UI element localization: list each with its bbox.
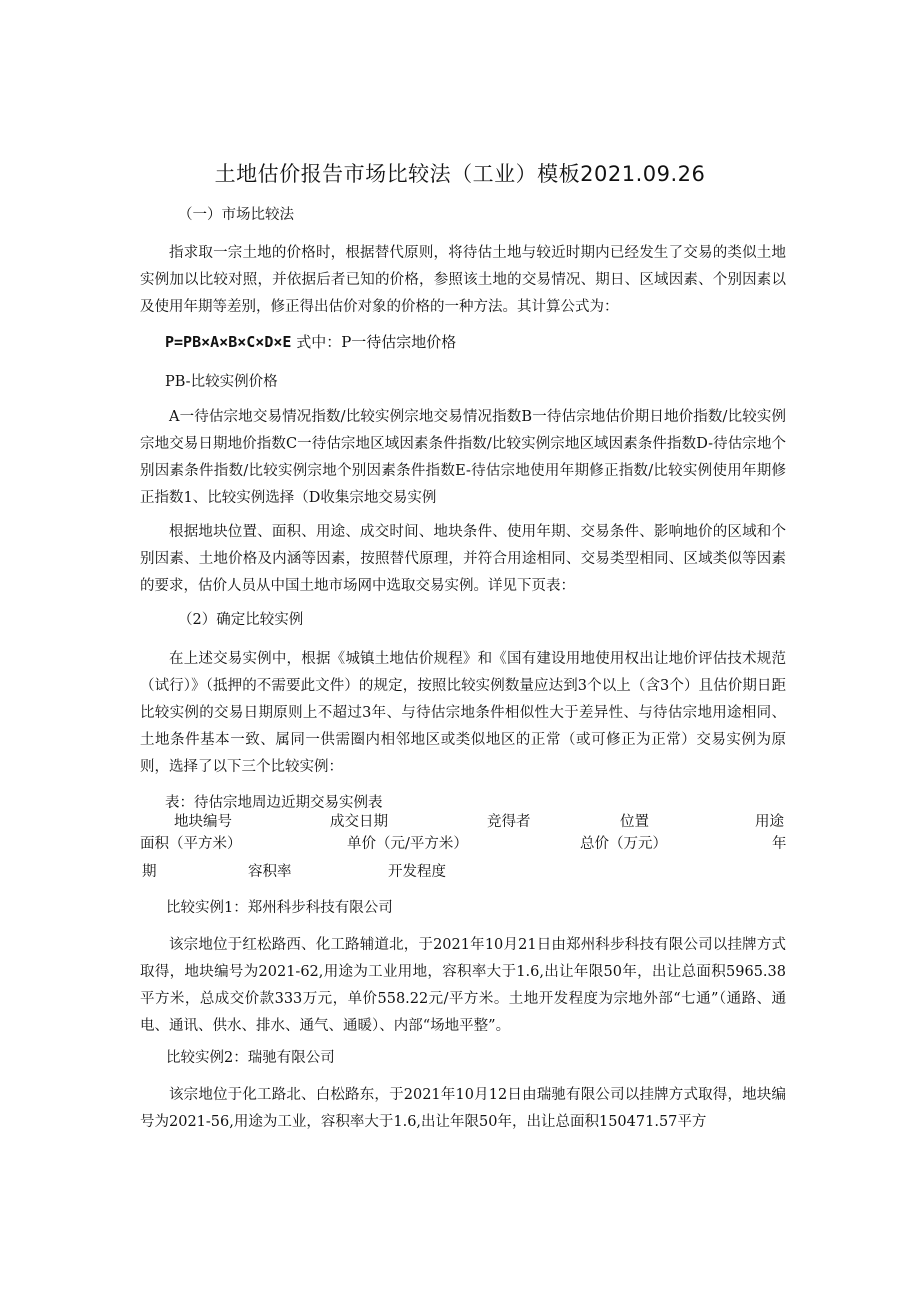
paragraph-definition: 指求取一宗土地的价格时，根据替代原则，将待估土地与较近时期内已经发生了交易的类似土地实例加以比较对照，并依据后者已知的价格，参照该土地的交易情况、期日、区域因素、个别因素以及使用年期等差别，修正得出估价对象的价格的一种方法。其计算公式为： — [140, 245, 786, 315]
pb-definition: PB-比较实例价格 — [165, 374, 278, 390]
table-header-cell: 面积（平方米） — [140, 836, 242, 852]
table-header-cell: 总价（万元） — [580, 836, 667, 852]
table-header-cell: 开发程度 — [388, 864, 446, 880]
paragraph-case2: 该宗地位于化工路北、白松路东，于2021年10月12日由瑞驰有限公司以挂牌方式取得，地块编号为2021-56,用途为工业，容积率大于1.6,出让年限50年，出让总面积150471.57平方 — [140, 1087, 786, 1130]
table-header-cell: 年 — [772, 836, 787, 852]
section-heading-market-comparison: （一）市场比较法 — [178, 207, 294, 223]
table-header-cell: 期 — [142, 864, 157, 880]
table-header-cell: 容积率 — [248, 864, 292, 880]
formula: P=PB×A×B×C×D×E — [165, 333, 292, 351]
table-header-cell: 竞得者 — [487, 814, 531, 830]
formula-note: 式中：P一待估宗地价格 — [291, 333, 457, 351]
paragraph-index-definitions: A一待估宗地交易情况指数/比较实例宗地交易情况指数B一待估宗地估价期日地价指数/比较实例宗地交易日期地价指数C一待估宗地区域因素条件指数/比较实例宗地区域因素条件指数D-待估宗地个别因素条件指数/比较实例宗地个别因素条件指数E-待估宗地使用年期修正指数/比较实例使用年期修正指数1、比较实例选择（D收集宗地交易实例 — [140, 409, 786, 506]
table-header-cell: 单价（元/平方米） — [347, 836, 468, 852]
section-heading-determine-cases: （2）确定比较实例 — [178, 612, 304, 628]
paragraph-case1: 该宗地位于红松路西、化工路辅道北，于2021年10月21日由郑州科步科技有限公司以挂牌方式取得，地块编号为2021-62,用途为工业用地，容积率大于1.6,出让年限50年，出让总面积5965.38平方米，总成交价款333万元，单价558.22元/平方米。土地开发程度为宗地外部“七通”（通路、通电、通讯、供水、排水、通气、通暖）、内部“场地平整”。 — [140, 937, 786, 1034]
case1-title: 比较实例1：郑州科步科技有限公司 — [166, 900, 393, 916]
paragraph-selection-criteria: 根据地块位置、面积、用途、成交时间、地块条件、使用年期、交易条件、影响地价的区域和个别因素、土地价格及内涵等因素，按照替代原理，并符合用途相同、交易类型相同、区域类似等因素的要求，估价人员从中国土地市场网中选取交易实例。详见下页表： — [140, 524, 786, 594]
table-caption: 表：待估宗地周边近期交易实例表 — [165, 795, 383, 811]
formula-line — [165, 331, 456, 352]
document-title: 土地估价报告市场比较法（工业）模板2021.09.26 — [214, 162, 706, 186]
table-header-cell: 用途 — [755, 814, 784, 830]
table-header-cell: 位置 — [620, 814, 649, 830]
table-header-cell: 地块编号 — [174, 814, 232, 830]
table-header-cell: 成交日期 — [330, 814, 388, 830]
paragraph-case-rules: 在上述交易实例中，根据《城镇土地估价规程》和《国有建设用地使用权出让地价评估技术规范（试行）》（抵押的不需要此文件）的规定，按照比较实例数量应达到3个以上（含3个）且估价期日距比较实例的交易日期原则上不超过3年、与待估宗地条件相似性大于差异性、与待估宗地用途相同、土地条件基本一致、属同一供需圈内相邻地区或类似地区的正常（或可修正为正常）交易实例为原则，选择了以下三个比较实例： — [140, 651, 786, 775]
case2-title: 比较实例2：瑞驰有限公司 — [166, 1050, 335, 1066]
